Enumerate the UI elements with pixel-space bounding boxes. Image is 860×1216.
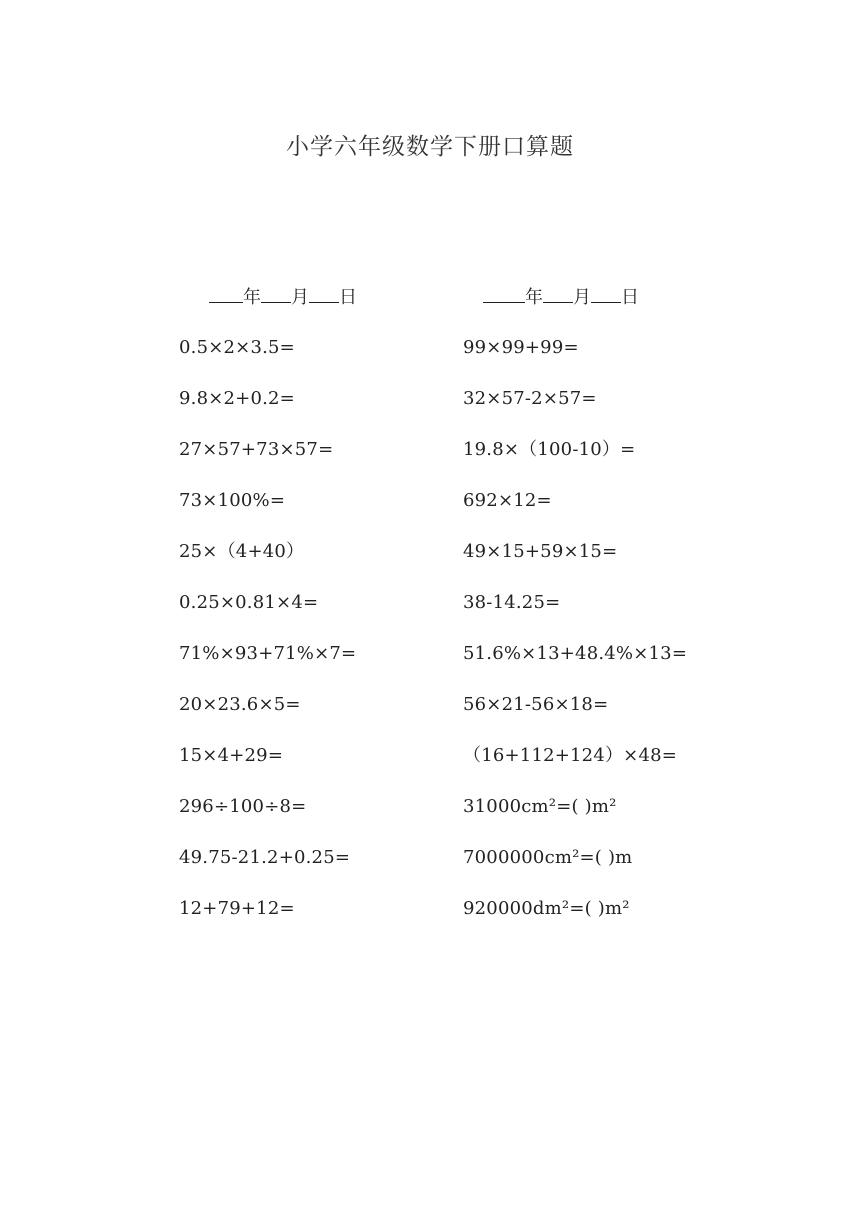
month-blank [261,284,291,303]
problem-item: 32×57-2×57= [463,388,597,409]
problem-item: 31000cm²=( )m² [463,796,617,817]
problem-item: 0.25×0.81×4= [179,592,319,613]
year-label: 年 [525,287,543,308]
problem-item: （16+112+124）×48= [463,745,678,766]
problem-item: 0.5×2×3.5= [179,337,295,358]
day-blank [591,284,621,303]
day-label: 日 [621,287,639,308]
month-label: 月 [291,287,309,308]
day-label: 日 [339,287,357,308]
page-title: 小学六年级数学下册口算题 [286,134,574,160]
problem-item: 15×4+29= [179,745,284,766]
problem-item: 38-14.25= [463,592,561,613]
month-label: 月 [573,287,591,308]
problem-item: 56×21-56×18= [463,694,609,715]
problem-item: 9.8×2+0.2= [179,388,295,409]
problem-item: 7000000cm²=( )m [463,847,633,868]
problem-item: 49×15+59×15= [463,541,618,562]
day-blank [309,284,339,303]
problem-item: 49.75-21.2+0.25= [179,847,351,868]
year-blank [209,284,243,303]
problem-item: 27×57+73×57= [179,439,334,460]
year-label: 年 [243,287,261,308]
problem-item: 920000dm²=( )m² [463,898,630,919]
problem-item: 71%×93+71%×7= [179,643,357,664]
problem-item: 51.6%×13+48.4%×13= [463,643,688,664]
problem-item: 12+79+12= [179,898,295,919]
problem-item: 25×（4+40） [179,541,305,562]
year-blank [483,284,525,303]
left-problem-column [179,284,357,947]
problem-item: 20×23.6×5= [179,694,301,715]
problem-item: 692×12= [463,490,552,511]
date-line-left [179,284,357,310]
date-line-right [463,284,687,310]
problem-item: 296÷100÷8= [179,796,307,817]
month-blank [543,284,573,303]
problem-item: 73×100%= [179,490,286,511]
right-problem-column [463,284,687,947]
problem-item: 19.8×（100-10）= [463,439,636,460]
problem-item: 99×99+99= [463,337,579,358]
